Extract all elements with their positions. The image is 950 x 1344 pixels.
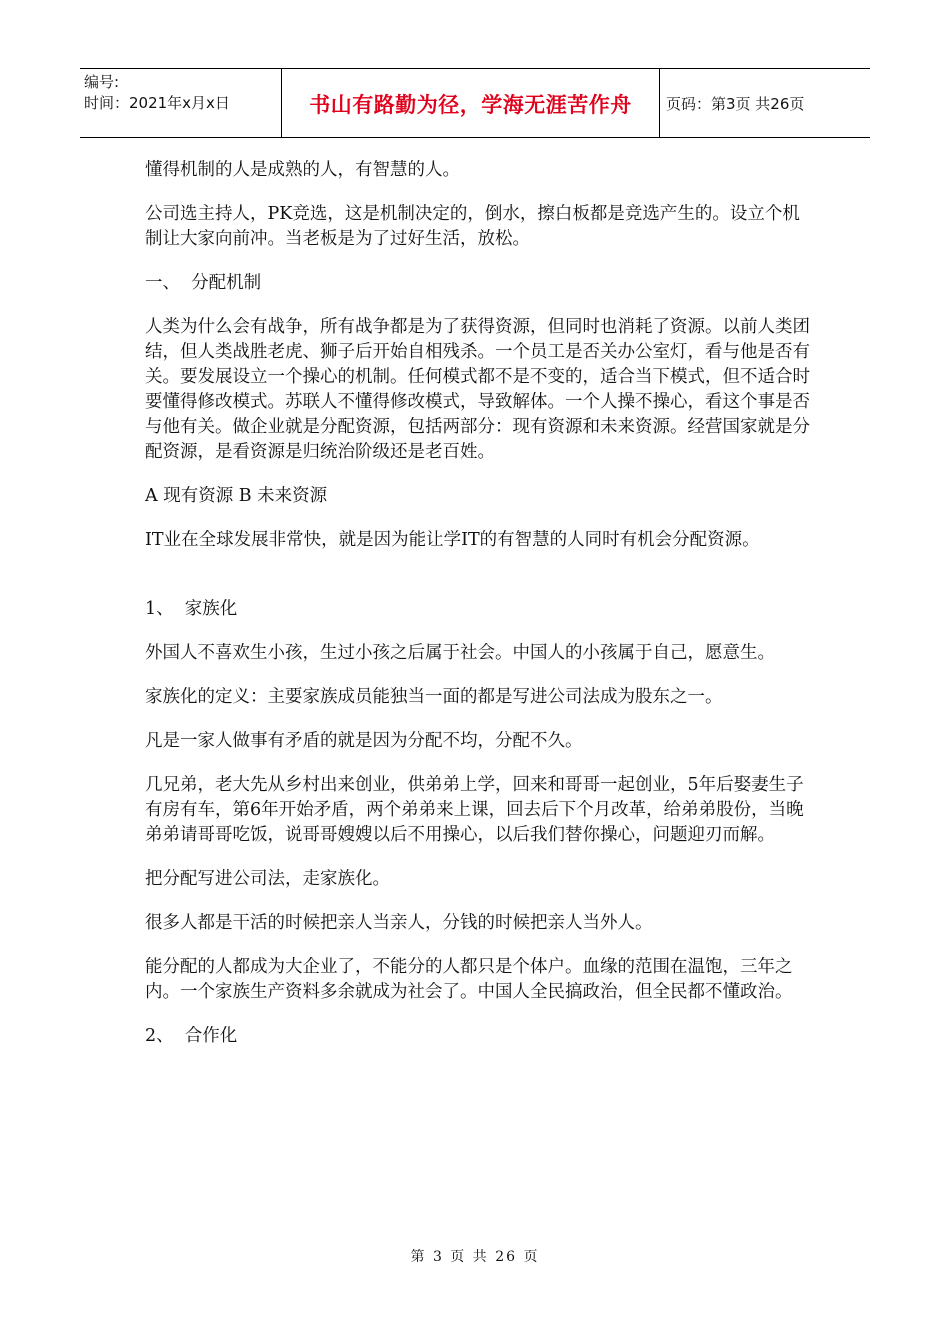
header-meta [80, 69, 282, 137]
paragraph: 很多人都是干活的时候把亲人当亲人，分钱的时候把亲人当外人。 [145, 913, 653, 933]
header-page-info: 页码：第3页 共26页 [666, 94, 805, 113]
document-code-label: 编号: [84, 73, 120, 91]
section-heading: 一、 分配机制 [145, 273, 262, 293]
paragraph: A 现有资源 B 未来资源 [145, 486, 328, 506]
section-heading: 1、 家族化 [145, 599, 238, 619]
section-heading: 2、 合作化 [145, 1026, 238, 1046]
paragraph: 人类为什么会有战争，所有战争都是为了获得资源，但同时也消耗了资源。以前人类团结，但人类战胜老虎、狮子后开始自相残杀。一个员工是否关办公室灯，看与他是否有关。要发展设立一个操心的机制。任何模式都不是不变的，适合当下模式，但不适合时要懂得修改模式。苏联人不懂得修改模式，导致解体。一个人操不操心，看这个事是否与他有关。做企业就是分配资源，包括两部分：现有资源和未来资源。经营国家就是分配资源，是看资源是归统治阶级还是老百姓。 [145, 317, 810, 462]
paragraph: 凡是一家人做事有矛盾的就是因为分配不均，分配不久。 [145, 731, 583, 751]
document-date-label: 时间：2021年x月x日 [84, 94, 230, 112]
paragraph: 几兄弟，老大先从乡村出来创业，供弟弟上学，回来和哥哥一起创业，5年后娶妻生子有房有车，第6年开始矛盾，两个弟弟来上课，回去后下个月改革，给弟弟股份，当晚弟弟请哥哥吃饭，说哥哥嫂嫂以后不用操心，以后我们替你操心，问题迎刃而解。 [145, 775, 804, 845]
paragraph: IT业在全球发展非常快，就是因为能让学IT的有智慧的人同时有机会分配资源。 [145, 530, 760, 550]
paragraph: 外国人不喜欢生小孩，生过小孩之后属于社会。中国人的小孩属于自己，愿意生。 [145, 643, 775, 663]
document-header [80, 68, 870, 138]
paragraph: 把分配写进公司法，走家族化。 [145, 869, 390, 889]
header-motto: 书山有路勤为径，学海无涯苦作舟 [282, 69, 660, 137]
page-footer: 第 3 页 共 26 页 [410, 1249, 540, 1265]
paragraph: 公司选主持人，PK竞选，这是机制决定的，倒水，擦白板都是竞选产生的。设立个机制让大家向前冲。当老板是为了过好生活，放松。 [145, 204, 800, 249]
document-body [145, 158, 810, 1068]
paragraph: 家族化的定义：主要家族成员能独当一面的都是写进公司法成为股东之一。 [145, 687, 723, 707]
paragraph: 懂得机制的人是成熟的人，有智慧的人。 [145, 160, 460, 180]
paragraph: 能分配的人都成为大企业了，不能分的人都只是个体户。血缘的范围在温饱，三年之内。一个家族生产资料多余就成为社会了。中国人全民搞政治，但全民都不懂政治。 [145, 957, 793, 1002]
